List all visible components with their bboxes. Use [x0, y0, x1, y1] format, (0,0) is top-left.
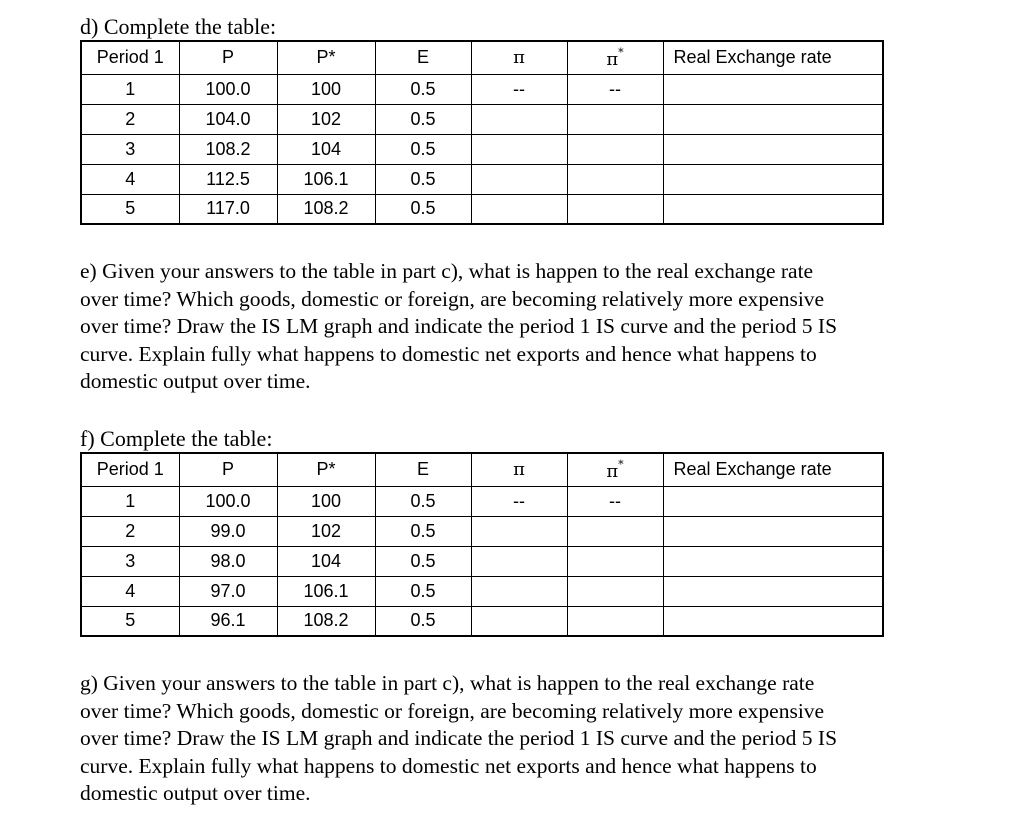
- header-period: Period 1: [81, 41, 179, 74]
- cell: 104: [277, 134, 375, 164]
- cell: --: [471, 74, 567, 104]
- cell: [567, 516, 663, 546]
- header-e: E: [375, 41, 471, 74]
- cell: [663, 194, 883, 224]
- cell: 0.5: [375, 606, 471, 636]
- cell: --: [567, 74, 663, 104]
- cell: 0.5: [375, 194, 471, 224]
- table-row: [81, 486, 883, 516]
- cell: 0.5: [375, 516, 471, 546]
- cell: 112.5: [179, 164, 277, 194]
- part-g-question: [80, 670, 960, 808]
- cell: 106.1: [277, 164, 375, 194]
- cell: 117.0: [179, 194, 277, 224]
- header-p: P: [179, 453, 277, 486]
- cell: 108.2: [179, 134, 277, 164]
- question-line: domestic output over time.: [80, 369, 311, 393]
- question-line: over time? Draw the IS LM graph and indicate the period 1 IS curve and the period 5 IS: [80, 726, 838, 750]
- part-e-question: [80, 258, 960, 396]
- table-row: [81, 606, 883, 636]
- cell: 5: [81, 606, 179, 636]
- cell: [471, 546, 567, 576]
- header-real-exchange-rate: Real Exchange rate: [663, 453, 883, 486]
- cell: [471, 606, 567, 636]
- header-real-exchange-rate: Real Exchange rate: [663, 41, 883, 74]
- cell: [663, 606, 883, 636]
- cell: 0.5: [375, 104, 471, 134]
- table-row: [81, 104, 883, 134]
- table-row: [81, 516, 883, 546]
- cell: 0.5: [375, 134, 471, 164]
- cell: [471, 194, 567, 224]
- cell: 3: [81, 546, 179, 576]
- cell: [567, 104, 663, 134]
- cell: 0.5: [375, 74, 471, 104]
- question-line: curve. Explain fully what happens to domestic net exports and hence what happens to: [80, 341, 817, 366]
- cell: [663, 134, 883, 164]
- cell: [663, 546, 883, 576]
- question-line: g) Given your answers to the table in part c), what is happen to the real exchange rate: [80, 671, 815, 695]
- question-line: domestic output over time.: [80, 781, 311, 805]
- cell: [663, 576, 883, 606]
- cell: 100: [277, 74, 375, 104]
- cell: 2: [81, 516, 179, 546]
- cell: [471, 516, 567, 546]
- cell: 98.0: [179, 546, 277, 576]
- header-period: Period 1: [81, 453, 179, 486]
- cell: 2: [81, 104, 179, 134]
- question-line: over time? Draw the IS LM graph and indicate the period 1 IS curve and the period 5 IS: [80, 314, 838, 338]
- header-p: P: [179, 41, 277, 74]
- header-p-star: P*: [277, 453, 375, 486]
- table-row: [81, 74, 883, 104]
- cell: 100.0: [179, 74, 277, 104]
- cell: 0.5: [375, 546, 471, 576]
- cell: 4: [81, 576, 179, 606]
- cell: 99.0: [179, 516, 277, 546]
- table-row: [81, 546, 883, 576]
- cell: [567, 164, 663, 194]
- table-row: [81, 194, 883, 224]
- cell: [471, 134, 567, 164]
- cell: 5: [81, 194, 179, 224]
- table-header-row: [81, 41, 883, 74]
- part-d-heading: d) Complete the table:: [80, 14, 277, 39]
- cell: [663, 104, 883, 134]
- cell: 0.5: [375, 486, 471, 516]
- cell: 104.0: [179, 104, 277, 134]
- cell: 3: [81, 134, 179, 164]
- cell: 96.1: [179, 606, 277, 636]
- cell: 4: [81, 164, 179, 194]
- cell: 100: [277, 486, 375, 516]
- cell: [567, 134, 663, 164]
- cell: 106.1: [277, 576, 375, 606]
- star-superscript: *: [618, 45, 624, 59]
- table-row: [81, 164, 883, 194]
- table-header-row: [81, 453, 883, 486]
- cell: 0.5: [375, 164, 471, 194]
- cell: [567, 606, 663, 636]
- part-f-table: [80, 452, 884, 637]
- cell: [663, 486, 883, 516]
- cell: 0.5: [375, 576, 471, 606]
- cell: [471, 104, 567, 134]
- table-row: [81, 576, 883, 606]
- question-line: over time? Which goods, domestic or foreign, are becoming relatively more expensive: [80, 286, 825, 311]
- header-pi: π: [471, 453, 567, 486]
- question-line: curve. Explain fully what happens to domestic net exports and hence what happens to: [80, 753, 817, 778]
- cell: [567, 546, 663, 576]
- header-pi-star: π*: [567, 41, 663, 74]
- cell: 102: [277, 104, 375, 134]
- cell: 108.2: [277, 606, 375, 636]
- header-pi-star: π*: [567, 453, 663, 486]
- header-pi: π: [471, 41, 567, 74]
- cell: 97.0: [179, 576, 277, 606]
- cell: 1: [81, 486, 179, 516]
- header-e: E: [375, 453, 471, 486]
- cell: [471, 576, 567, 606]
- cell: 104: [277, 546, 375, 576]
- question-line: e) Given your answers to the table in part c), what is happen to the real exchange rate: [80, 259, 814, 283]
- cell: [663, 74, 883, 104]
- cell: 100.0: [179, 486, 277, 516]
- cell: 102: [277, 516, 375, 546]
- header-p-star: P*: [277, 41, 375, 74]
- cell: [471, 164, 567, 194]
- question-line: over time? Which goods, domestic or foreign, are becoming relatively more expensive: [80, 698, 825, 723]
- cell: [663, 516, 883, 546]
- cell: 1: [81, 74, 179, 104]
- part-d-table: [80, 40, 884, 225]
- cell: [567, 576, 663, 606]
- star-superscript: *: [618, 457, 624, 471]
- cell: [663, 164, 883, 194]
- part-f-heading: f) Complete the table:: [80, 426, 273, 451]
- cell: [567, 194, 663, 224]
- table-row: [81, 134, 883, 164]
- cell: --: [567, 486, 663, 516]
- cell: 108.2: [277, 194, 375, 224]
- cell: --: [471, 486, 567, 516]
